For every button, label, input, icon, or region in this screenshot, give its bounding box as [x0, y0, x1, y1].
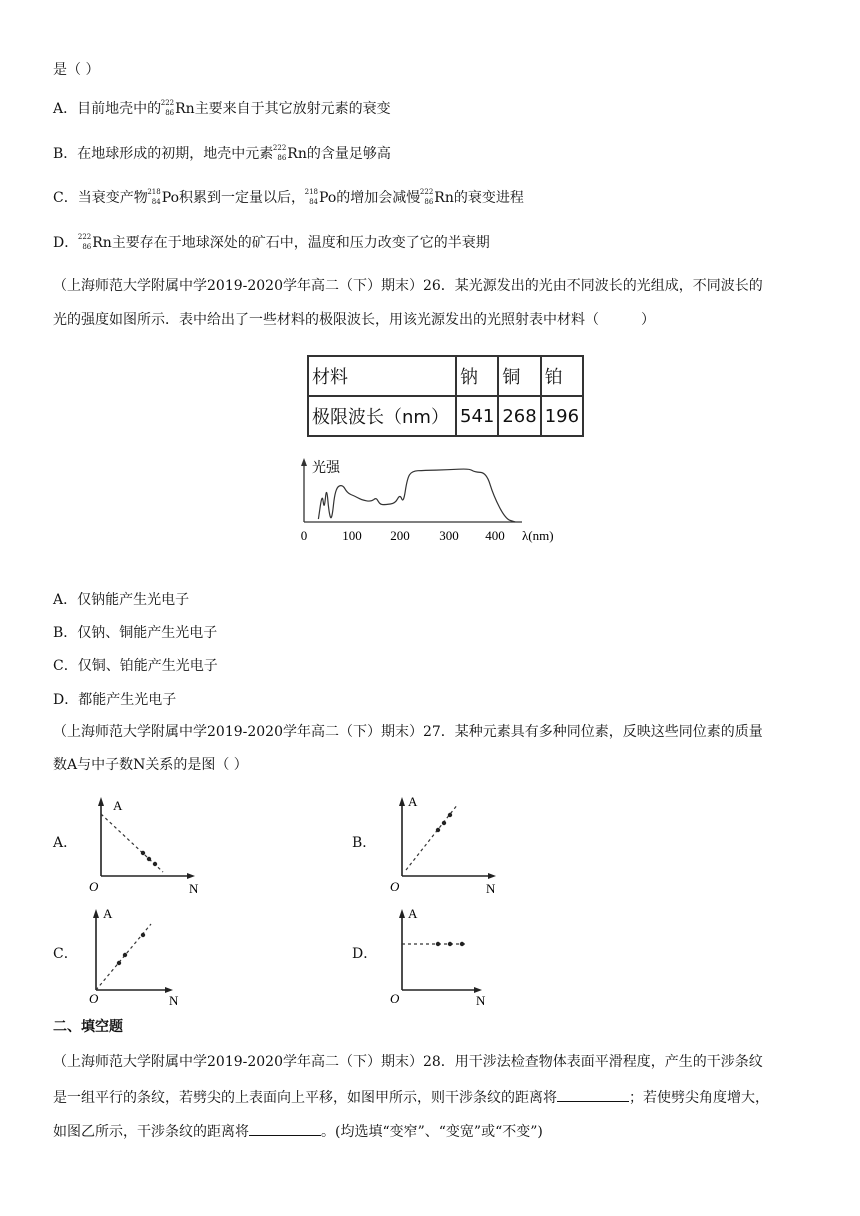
- table-cell: 268: [498, 396, 540, 436]
- svg-text:N: N: [169, 993, 179, 1008]
- material-threshold-table: [307, 355, 584, 437]
- table-cell: 铂: [541, 356, 583, 396]
- answer-blank: [249, 1121, 321, 1136]
- q25-option-a: A．目前地壳中的 222 86 Rn主要来自于其它放射元素的衰变: [53, 99, 391, 117]
- y-axis-arrow: [301, 458, 307, 466]
- svg-text:N: N: [189, 881, 199, 896]
- answer-blank: [557, 1087, 629, 1102]
- q25-option-c: C．当衰变产物 218 84 Po积累到一定量以后， 218 84 Po的增加会减慢 222 86 Rn的衰变进程: [53, 188, 524, 206]
- table-row: [308, 396, 583, 436]
- table-cell: 钠: [456, 356, 498, 396]
- table-cell: 铜: [498, 356, 540, 396]
- po218-isotope: 218 84: [147, 188, 161, 206]
- x-tick-label: 300: [439, 528, 459, 543]
- q25-option-d: D． 222 86 Rn主要存在于地球深处的矿石中，温度和压力改变了它的半衰期: [53, 233, 490, 251]
- intensity-curve: [318, 469, 515, 522]
- light-intensity-chart: [290, 456, 570, 548]
- table-cell: 541: [456, 396, 498, 436]
- svg-text:A: A: [103, 906, 113, 921]
- table-header-row: [308, 356, 583, 396]
- svg-text:A: A: [113, 798, 123, 813]
- svg-text:O: O: [390, 991, 400, 1006]
- rn222-isotope: 222 86: [419, 188, 434, 206]
- po218-isotope: 218 84: [304, 188, 318, 206]
- q28-stem-line3: 如图乙所示，干涉条纹的距离将 。(均选填“变窄”、“变宽”或“不变”): [53, 1121, 543, 1142]
- table-cell: 极限波长（nm）: [308, 396, 456, 436]
- svg-text:A: A: [408, 906, 418, 921]
- q25-option-b: B．在地球形成的初期，地壳中元素 222 86 Rn的含量足够高: [53, 144, 391, 162]
- rn222-isotope: 222 86: [272, 144, 287, 162]
- graph-a-label: A．: [53, 835, 78, 851]
- x-tick-label: 200: [390, 528, 410, 543]
- table-cell: 材料: [308, 356, 456, 396]
- table-cell: 196: [541, 396, 583, 436]
- x-axis-label: λ(nm): [522, 528, 554, 543]
- x-tick-label: 0: [300, 528, 308, 543]
- graph-a-descending: [85, 792, 205, 896]
- q26-option-c: C．仅铜、铂能产生光电子: [53, 658, 218, 674]
- q26-stem-line2: 光的强度如图所示．表中给出了一些材料的极限波长，用该光源发出的光照射表中材料（ ）: [53, 312, 655, 328]
- q27-stem-line2: 数A与中子数N关系的是图（ ）: [53, 757, 248, 773]
- q26-option-b: B．仅钠、铜能产生光电子: [53, 625, 218, 641]
- svg-text:O: O: [390, 879, 400, 894]
- rn222-isotope: 222 86: [160, 99, 175, 117]
- q28-stem-line1: （上海师范大学附属中学2019-2020学年高二（下）期末）28．用干涉法检查物体表面平滑程度，产生的干涉条纹: [53, 1054, 763, 1070]
- svg-text:N: N: [476, 993, 486, 1008]
- section-title: 二、填空题: [53, 1019, 123, 1035]
- x-tick-label: 100: [342, 528, 362, 543]
- graph-d-horizontal: [388, 904, 508, 1008]
- x-tick-label: 400: [485, 528, 505, 543]
- q25-stem-end: 是（ ）: [53, 62, 100, 78]
- q26-option-d: D．都能产生光电子: [53, 692, 177, 708]
- q26-option-a: A．仅钠能产生光电子: [53, 592, 190, 608]
- svg-text:N: N: [486, 881, 496, 896]
- graph-c-label: C．: [53, 946, 78, 962]
- q28-stem-line2: 是一组平行的条纹，若劈尖的上表面向上平移，如图甲所示，则干涉条纹的距离将 ；若使劈尖角度增大，: [53, 1087, 769, 1108]
- graph-d-label: D．: [352, 946, 378, 962]
- graph-b-label: B．: [352, 835, 377, 851]
- q26-stem-line1: （上海师范大学附属中学2019-2020学年高二（下）期末）26．某光源发出的光由不同波长的光组成，不同波长的: [53, 278, 763, 294]
- graph-c-ascending-origin: [83, 904, 203, 1008]
- svg-text:O: O: [89, 879, 99, 894]
- rn222-isotope: 222 86: [77, 233, 92, 251]
- y-axis-label: 光强: [312, 461, 340, 476]
- svg-text:O: O: [89, 991, 99, 1006]
- graph-b-ascending-offset: [388, 792, 508, 896]
- q27-stem-line1: （上海师范大学附属中学2019-2020学年高二（下）期末）27．某种元素具有多种同位素，反映这些同位素的质量: [53, 724, 763, 740]
- svg-text:A: A: [408, 794, 418, 809]
